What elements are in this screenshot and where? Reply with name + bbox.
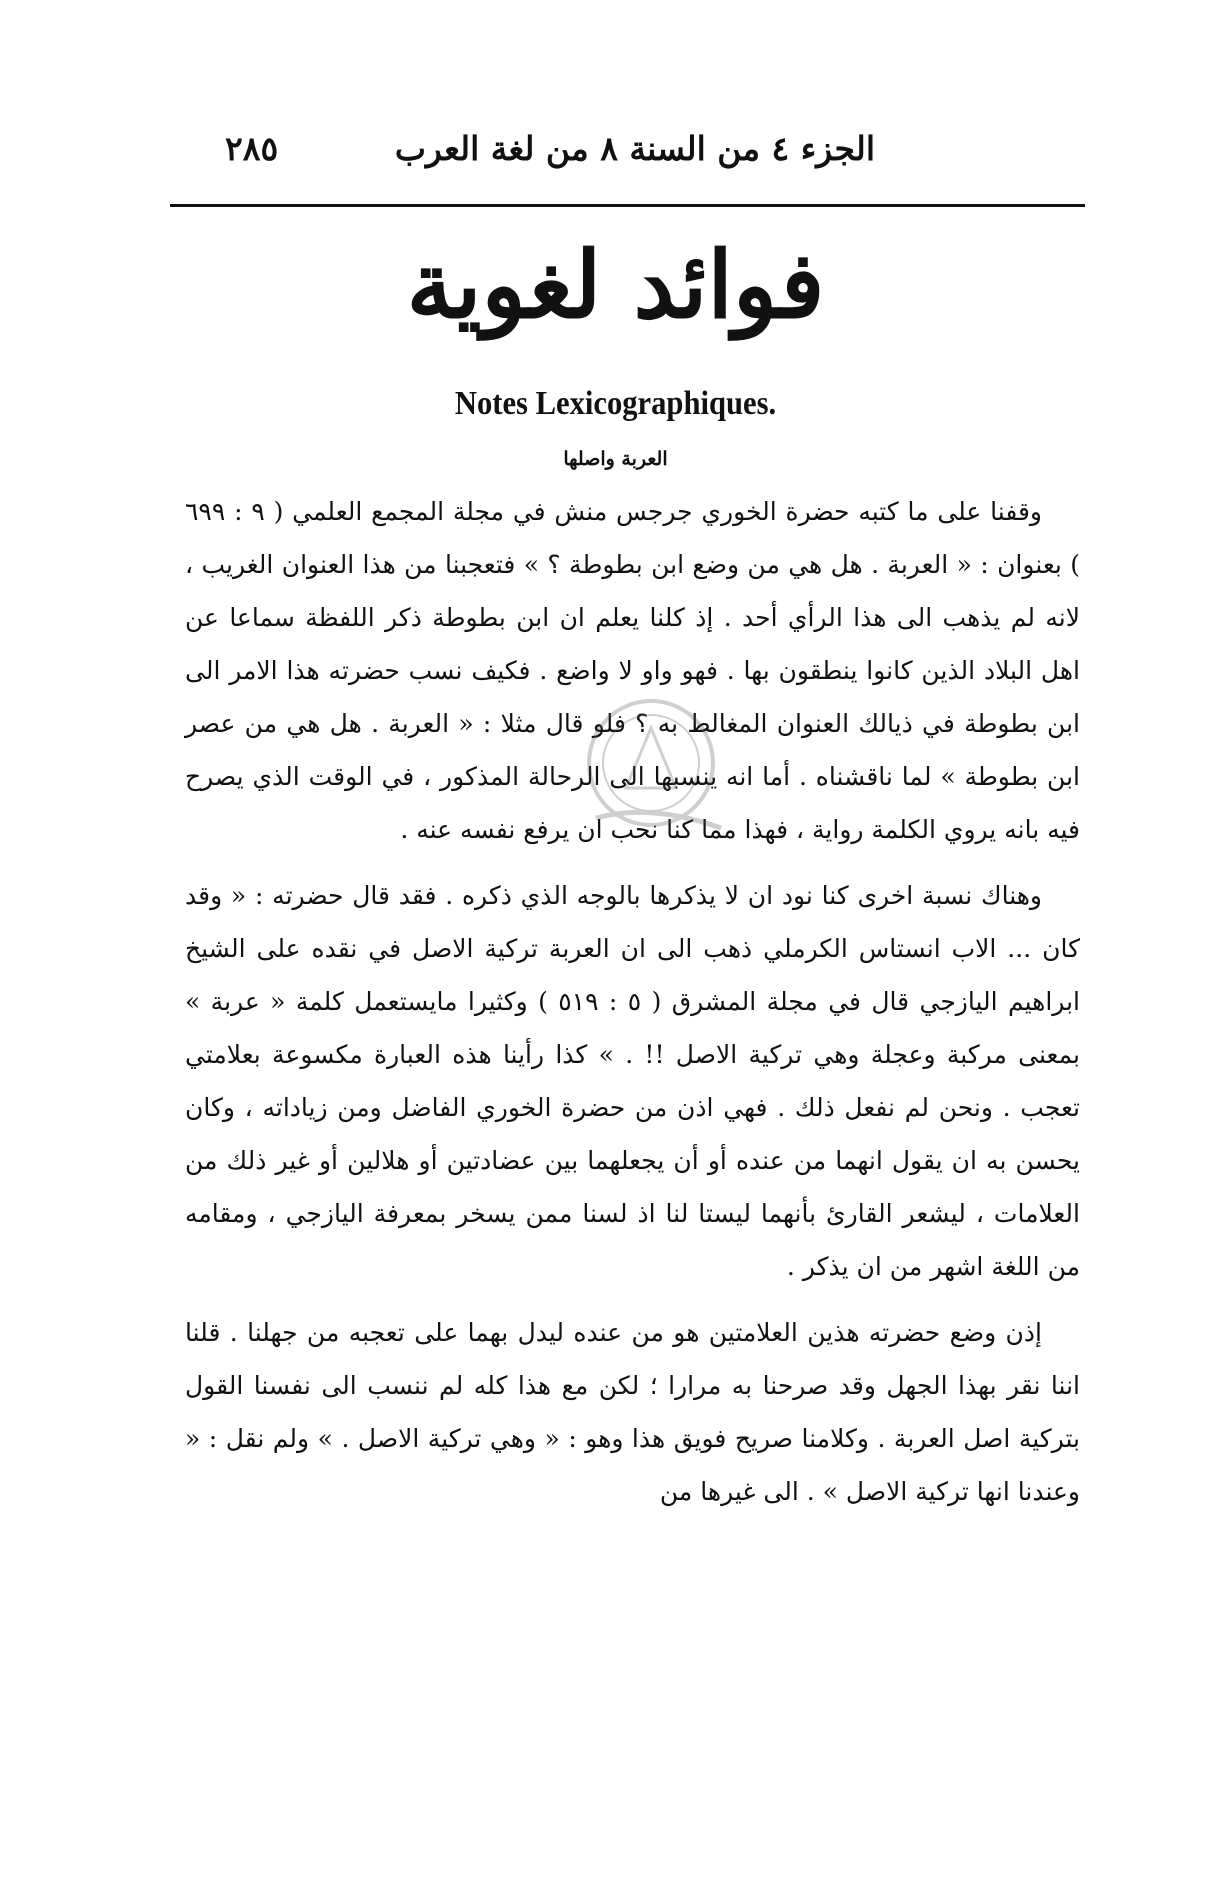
page-number: ٢٨٥ <box>225 128 279 168</box>
paragraph: وقفنا على ما كتبه حضرة الخوري جرجس منش في مجلة المجمع العلمي ( ٩ : ٦٩٩ ) بعنوان : « العربة . هل هي من وضع ابن بطوطة ؟ » فتعجبنا من هذا العنوان الغريب ، لانه لم يذهب الى هذا الرأي أحد . إذ كلنا يعلم ان ابن بطوطة ذكر اللفظة سماعا عن اهل البلاد الذين كانوا ينطقون بها . فهو واو لا واضع . فكيف نسب حضرته هذا الامر الى ابن بطوطة في ذيالك العنوان المغالط به ؟ فلو قال مثلا : « العربة . هل هي من عصر ابن بطوطة » لما ناقشناه . أما انه ينسبها الى الرحالة المذكور ، في الوقت الذي يصرح فيه بانه يروي الكلمة رواية ، فهذا مما كنا نحب ان يرفع نفسه عنه . <box>185 497 1080 844</box>
article-body <box>185 485 1080 1518</box>
section-title: فوائد لغوية <box>406 231 825 339</box>
running-title: الجزء ٤ من السنة ٨ من لغة العرب <box>394 128 875 168</box>
library-stamp-watermark <box>556 688 746 838</box>
section-subtitle: Notes Lexicographiques. <box>454 385 777 422</box>
paragraph: إذن وضع حضرته هذين العلامتين هو من عنده ليدل بهما على تعجبه من جهلنا . قلنا اننا نقر بهذا الجهل وقد صرحنا به مرارا ؛ لكن مع هذا كله لم ننسب الى نفسنا القول بتركية اصل العربة . وكلامنا صريح فويق هذا وهو : « وهي تركية الاصل . » ولم نقل : « وعندنا انها تركية الاصل » . الى غيرها من <box>185 1318 1080 1506</box>
topic-heading: العربة واصلها <box>563 448 668 470</box>
header-rule <box>170 204 1085 207</box>
running-header <box>225 118 875 178</box>
paragraph: وهناك نسبة اخرى كنا نود ان لا يذكرها بالوجه الذي ذكره . فقد قال حضرته : « وقد كان ... الاب انستاس الكرملي ذهب الى ان العربة تركية الاصل في نقده على الشيخ ابراهيم اليازجي قال في مجلة المشرق ( ٥ : ٥١٩ ) وكثيرا مايستعمل كلمة « عربة » بمعنى مركبة وعجلة وهي تركية الاصل !! . » كذا رأينا هذه العبارة مكسوعة بعلامتي تعجب . ونحن لم نفعل ذلك . فهي اذن من حضرة الخوري الفاضل ومن زياداته ، وكان يحسن به ان يقول انهما من عنده أو أن يجعلهما بين عضادتين أو هلالين أو غير ذلك من العلامات ، ليشعر القارئ بأنهما ليستا لنا اذ لسنا ممن يسخر بمعرفة اليازجي ، ومقامه من اللغة اشهر من ان يذكر . <box>185 881 1081 1281</box>
